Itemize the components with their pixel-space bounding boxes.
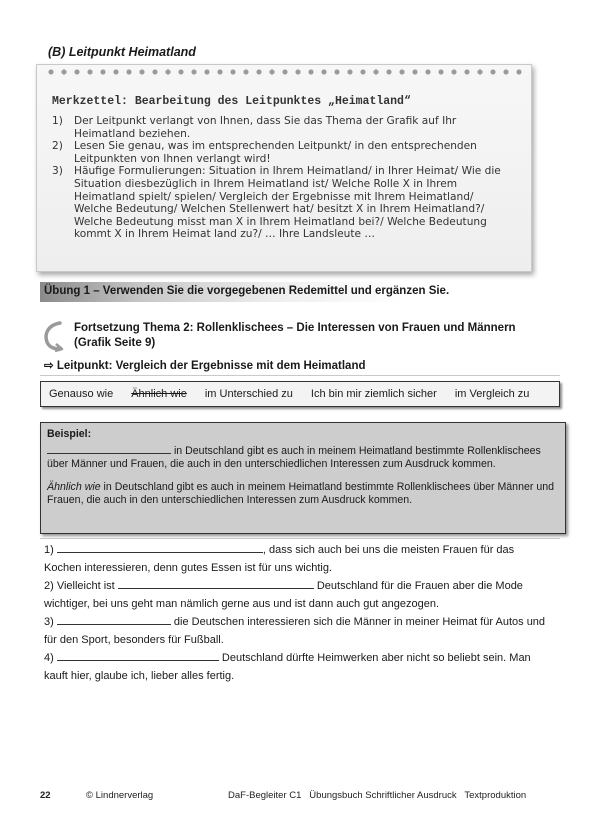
redemittel-item-used: Ähnlich wie bbox=[131, 388, 187, 400]
notepad-perforation bbox=[46, 67, 522, 77]
answer-blank[interactable] bbox=[57, 649, 219, 661]
memo-title: Merkzettel: Bearbeitung des Leitpunktes „Heimatland“ bbox=[52, 95, 411, 108]
redemittel-box bbox=[40, 381, 560, 407]
curved-arrow-icon bbox=[40, 320, 66, 352]
answer-blank[interactable] bbox=[57, 541, 263, 553]
answer-blank[interactable] bbox=[57, 613, 171, 625]
memo-item: 2) Lesen Sie genau, was im entsprechenden Leitpunkt/ in den entsprechenden Leitpunkten von Ihnen verlangt wird! bbox=[52, 140, 477, 165]
redemittel-item: Ich bin mir ziemlich sicher bbox=[310, 388, 437, 400]
example-sentence-blank: in Deutschland gibt es auch in meinem Heimatland bestimmte Rollenklischees über Männer und Frauen, die auch in den unterschiedlichen Interessen zum Ausdruck kommen. bbox=[47, 442, 559, 472]
answer-blank[interactable] bbox=[118, 577, 314, 589]
exercise-item-4: 4) Deutschland dürfte Heimwerken aber nicht so beliebt sein. Man kauft hier, glaube ich, lieber alles fertig. bbox=[44, 649, 554, 685]
section-heading: (B) Leitpunkt Heimatland bbox=[48, 45, 196, 59]
continuation-heading: Fortsetzung Thema 2: Rollenklischees – Die Interessen von Frauen und Männern (Grafik Seite 9) bbox=[74, 322, 516, 349]
page-number: 22 bbox=[40, 790, 51, 801]
footer-book-title: DaF-Begleiter C1 Übungsbuch Schriftlicher Ausdruck Textproduktion bbox=[228, 790, 527, 801]
memo-item: 1) Der Leitpunkt verlangt von Ihnen, dass Sie das Thema der Grafik auf Ihr Heimatland beziehen. bbox=[52, 115, 457, 140]
example-label: Beispiel: bbox=[47, 428, 92, 440]
example-sentence-answer: Ähnlich wie in Deutschland gibt es auch in meinem Heimatland bestimmte Rollenklischees über Männer und Frauen, die auch in den unterschiedlichen Interessen zum Ausdruck kommen. bbox=[47, 480, 555, 506]
redemittel-item: im Vergleich zu bbox=[454, 388, 530, 400]
memo-list bbox=[52, 115, 502, 241]
exercise-item-3: 3) die Deutschen interessieren sich die Männer in meiner Heimat für Autos und für den Sport, besonders für Fußball. bbox=[44, 613, 554, 649]
exercise-item-2: 2) Vielleicht ist Deutschland für die Frauen aber die Mode wichtiger, bei uns geht man nämlich gerne aus und ist dann auch gut angezogen. bbox=[44, 577, 554, 613]
footer-publisher: © Lindnerverlag bbox=[86, 790, 154, 801]
example-box bbox=[40, 422, 566, 534]
exercise-item-1: 1) , dass sich auch bei uns die meisten Frauen für das Kochen interessieren, denn gutes Essen ist für uns wichtig. bbox=[44, 541, 554, 577]
divider bbox=[40, 375, 560, 376]
leitpunkt-heading: ⇨ Leitpunkt: Vergleich der Ergebnisse mit dem Heimatland bbox=[44, 360, 366, 372]
divider bbox=[40, 538, 560, 539]
memo-item: 3) Häufige Formulierungen: Situation in Ihrem Heimatland/ in Ihrer Heimat/ Wie die Situation diesbezüglich in Ihrem Heimatland ist/ Welche Rolle X in Ihrem Heimatland spielt/ spielen/ Vergleich der Ergebnisse mit Ihrem Heimatland/ Welche Bedeutung/ Welchen Stellenwert hat/ besitzt X in Ihrem Heimatland?/ Welche Bedeutung misst man X in Ihrem Heimatland bei?/ Welche Bedeutung kommt X in Ihrem Heimat land zu?/ … Ihre Landsleute … bbox=[52, 165, 501, 241]
redemittel-item: Genauso wie bbox=[49, 388, 114, 400]
answer-blank bbox=[47, 442, 171, 454]
redemittel-item: im Unterschied zu bbox=[204, 388, 293, 400]
exercise-title: Übung 1 – Verwenden Sie die vorgegebenen Redemittel und ergänzen Sie. bbox=[44, 285, 450, 297]
